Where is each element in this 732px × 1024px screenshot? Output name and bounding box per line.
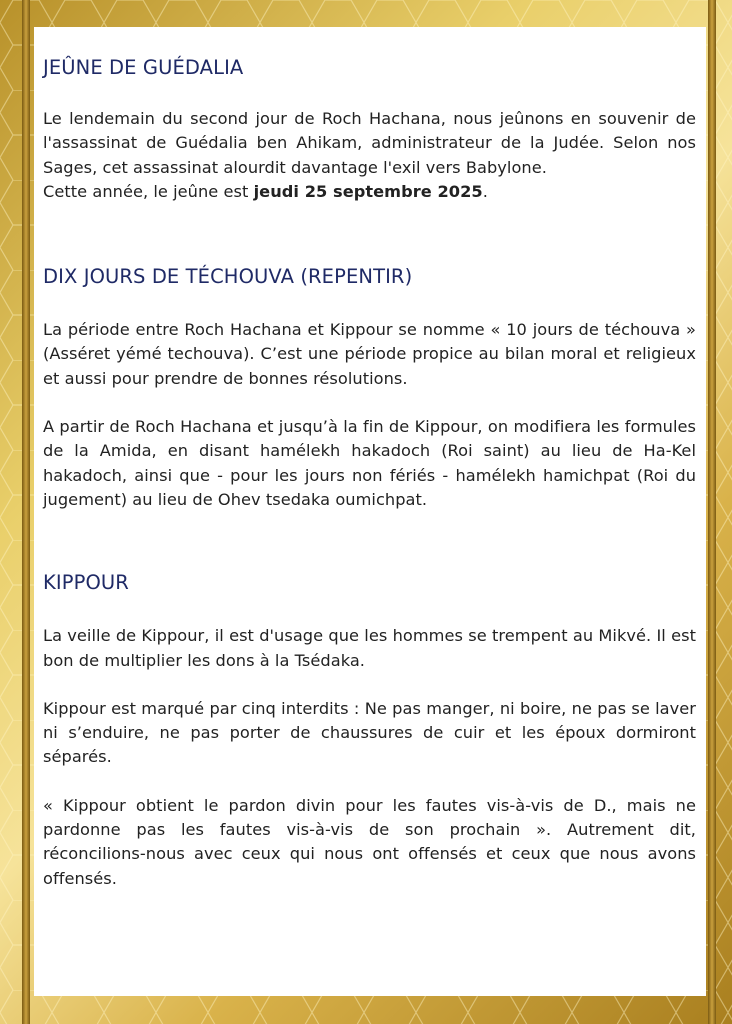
date-prefix: Cette année, le jeûne est: [43, 181, 254, 201]
section-title-guedalia: JEÛNE DE GUÉDALIA: [43, 56, 244, 79]
frame-bar-left: [22, 0, 30, 1024]
content-page: [34, 27, 706, 996]
paragraph-techouva-amida: A partir de Roch Hachana et jusqu’à la fin de Kippour, on modifiera les formules de la Amida, en disant hamélekh hakadoch (Roi saint) au lieu de Ha-Kel hakadoch, ainsi que - pour les jours non fériés - hamélekh hamichpat (Roi du jugement) au lieu de Ohev tsedaka oumichpat.: [43, 417, 696, 509]
fast-date: jeudi 25 septembre 2025: [253, 181, 483, 201]
paragraph-kippour-forgiveness: « Kippour obtient le pardon divin pour les fautes vis-à-vis de D., mais ne pardonne pas les fautes vis-à-vis de son prochain ». Autrement dit, réconcilions-nous avec ceux qui nous ont offensés et ceux que nous avons offensés.: [43, 795, 696, 888]
date-suffix: .: [482, 181, 488, 201]
paragraph-guedalia-date: [43, 180, 696, 204]
paragraph-kippour-prohibitions: Kippour est marqué par cinq interdits : Ne pas manger, ni boire, ne pas se laver ni s’enduire, ne pas porter de chaussures de cuir et les époux dormiront séparés.: [43, 698, 696, 767]
paragraph-kippour-eve: La veille de Kippour, il est d'usage que les hommes se trempent au Mikvé. Il est bon de multiplier les dons à la Tsédaka.: [43, 626, 696, 670]
section-title-kippour: KIPPOUR: [43, 571, 129, 595]
section-title-techouva: DIX JOURS DE TÉCHOUVA (REPENTIR): [43, 265, 413, 289]
paragraph-guedalia-intro: Le lendemain du second jour de Roch Hachana, nous jeûnons en souvenir de l'assassinat de Guédalia ben Ahikam, administrateur de la Judée. Selon nos Sages, cet assassinat alourdit davantage l'exil vers Babylone.: [43, 109, 696, 177]
paragraph-techouva-period: La période entre Roch Hachana et Kippour se nomme « 10 jours de téchouva » (Asséret yémé techouva). C’est une période propice au bilan moral et religieux et aussi pour prendre de bonnes résolutions.: [43, 320, 696, 388]
frame-bar-right: [708, 0, 716, 1024]
